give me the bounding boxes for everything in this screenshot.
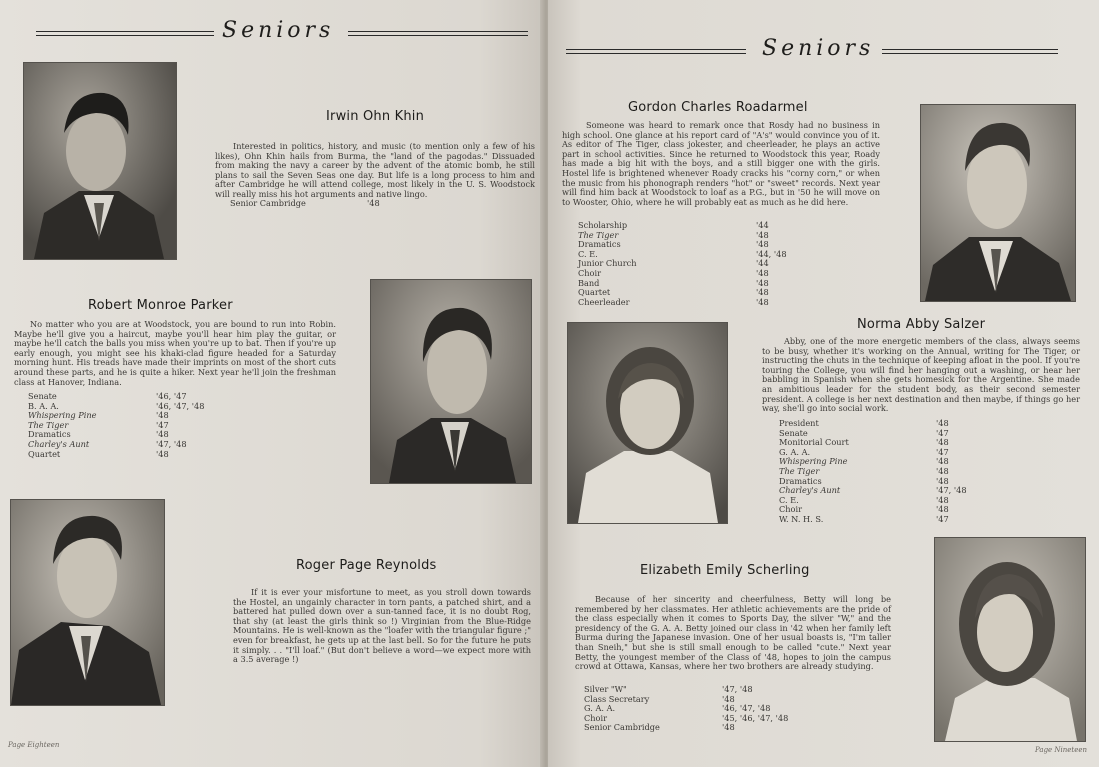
activity-label: Class Secretary	[584, 693, 650, 704]
page-header	[30, 18, 530, 52]
activity-label: Quartet	[28, 448, 61, 459]
page-title: Seniors	[762, 36, 875, 61]
activity-label: Choir	[578, 267, 601, 278]
activity-years: '48	[756, 229, 769, 240]
activity-years: '46, '47	[156, 391, 187, 401]
activity-years: '46, '47, '48	[156, 400, 205, 411]
activity-label: Dramatics	[28, 429, 71, 440]
activities-list	[779, 419, 967, 525]
senior-bio: No matter who you are at Woodstock, you are bound to run into Robin. Maybe he'll give you a haircut, maybe you'll hear him play the guitar, or maybe he'll catch the balls you miss when you're up to bat. Then if you're up early enough, you might see his khaki-clad figure headed for a Saturday morning hunt. His treads have made their imprints on most of the short cuts around these parts, and he is quite a hiker. Next year he'll join the freshman class at Hanover, Indiana.	[14, 319, 336, 387]
activity-years: '47	[936, 446, 949, 457]
activity-label: Senior Cambridge	[584, 722, 660, 733]
activity-label: Senior Cambridge	[230, 198, 306, 208]
activities-list	[28, 392, 204, 459]
senior-name: Elizabeth Emily Scherling	[640, 563, 810, 578]
activity-years: '48	[756, 267, 769, 278]
activity-label: Charley's Aunt	[28, 438, 90, 449]
activity-years: '45, '46, '47, '48	[722, 712, 789, 723]
senior-name: Gordon Charles Roadarmel	[628, 100, 808, 115]
page-title: Seniors	[222, 18, 335, 43]
activity-label: Senate	[779, 427, 808, 438]
activity-years: '48	[936, 465, 949, 476]
activity-years: '46, '47, '48	[722, 703, 771, 714]
senior-name: Irwin Ohn Khin	[326, 109, 425, 124]
activity-years: '48	[367, 198, 380, 208]
senior-name: Robert Monroe Parker	[88, 298, 233, 313]
page-header	[566, 36, 1066, 70]
activity-label: Monitorial Court	[779, 437, 849, 448]
activity-years: '44	[756, 258, 769, 269]
activity-label: C. E.	[578, 248, 598, 259]
activity-years: '48	[936, 456, 949, 467]
activity-label: Senate	[28, 391, 57, 401]
activity-label: Dramatics	[578, 239, 621, 250]
activity-label: Band	[578, 277, 600, 288]
activity-row	[584, 723, 788, 733]
activity-label: The Tiger	[779, 465, 820, 476]
activity-years: '47, '48	[722, 684, 753, 694]
left-page	[0, 0, 544, 767]
activity-years: '48	[156, 448, 169, 459]
activity-label: G. A. A.	[779, 446, 811, 457]
activity-years: '47, '48	[936, 485, 967, 496]
activity-label: President	[779, 418, 819, 428]
activity-label: Dramatics	[779, 475, 822, 486]
activity-label: The Tiger	[578, 229, 619, 240]
activity-label: Choir	[584, 712, 607, 723]
activity-years: '48	[936, 504, 949, 515]
activity-years: '48	[756, 277, 769, 288]
senior-photo-norma	[567, 322, 728, 524]
activity-years: '48	[722, 722, 735, 733]
page-number: Page Eighteen	[8, 741, 60, 749]
activity-row	[779, 515, 967, 525]
activity-label: Whispering Pine	[28, 410, 97, 421]
activity-years: '48	[936, 494, 949, 505]
senior-bio: Someone was heard to remark once that Rosdy had no business in high school. One glance at his report card of "A's" would convince you of it. As editor of The Tiger, class jokester, and cheerleader, he plays an active part in school activities. Since he returned to Woodstock this year, Roady has made a big hit with the boys, and a still bigger one with the girls. Hostel life is brightened whenever Roady cracks his "corny corn," or when the music from his phonograph renders "hot" or "sweet" records. Next year will find him back at Woodstock to loaf as a P.G., but in '50 he will move on to Wooster, Ohio, where he will probably eat as much as he did here.	[562, 120, 880, 207]
activity-row	[28, 450, 204, 460]
activity-years: '47	[156, 419, 169, 430]
activity-years: '44	[756, 220, 769, 230]
activity-label: Cheerleader	[578, 296, 630, 307]
activity-years: '48	[936, 437, 949, 448]
activity-years: '48	[936, 475, 949, 486]
senior-bio: Because of her sincerity and cheerfulness, Betty will long be remembered by her classmates. Her athletic achievements are the pride of the class especially when it comes to Sports Day, the silver "W," and the presidency of the G. A. A. Betty joined our class in '42 when her family left Burma during the Japanese invasion. One of her usual boasts is, "I'm taller than Sneih," but she is still small enough to be called "cute." Next year Betty, the youngest member of the Class of '48, hopes to join the campus crowd at Ottawa, Kansas, where her two brothers are already studying.	[575, 594, 891, 672]
activity-label: Silver "W"	[584, 684, 627, 694]
activities-list	[584, 685, 788, 733]
senior-name: Roger Page Reynolds	[296, 558, 437, 573]
senior-bio: Abby, one of the more energetic members of the class, always seems to be busy, whether it's working on the Annual, writing for The Tiger, or instructing the chuts in the technique of keeping afloat in the pool. If you're touring the College, you will find her hanging out a washing, or hear her babbling in Spanish when she gets homesick for the Argentine. She made an ambitious leader for the student body, as their second semester president. A college is her next destination and then maybe, if things go her way, she'll go into social work.	[762, 336, 1080, 414]
activity-label: Whispering Pine	[779, 456, 848, 467]
activity-years: '47, '48	[156, 438, 187, 449]
activity-row	[230, 199, 380, 209]
senior-name: Norma Abby Salzer	[857, 317, 986, 332]
activity-years: '48	[722, 693, 735, 704]
senior-bio: Interested in politics, history, and music (to mention only a few of his likes), Ohn Khin hails from Burma, the "land of the pagodas." Dissuaded from making the navy a career by the advent of the atomic bomb, he still plans to sail the Seven Seas one day. But life is a long process to him and after Cambridge he will attend college, most likely in the U. S. Woodstock will really miss his hot arguments and native lingo.	[215, 141, 535, 199]
senior-photo-irwin	[23, 62, 177, 260]
senior-bio: If it is ever your misfortune to meet, as you stroll down towards the Hostel, an ungainly character in torn pants, a patched shirt, and a battered hat pulled down over a sun-tanned face, it is no doubt Rog, that shy (at least the girls think so !) Virginian from the Blue-Ridge Mountains. He is well-known as the "loafer with the triangular figure ;" even for breakfast, he gets up at the last bell. So for the future he puts it simply. . . "I'll loaf." (But don't believe a word—we expect more with a 3.5 average !)	[233, 587, 531, 665]
activity-label: B. A. A.	[28, 400, 59, 411]
activity-years: '48	[756, 239, 769, 250]
right-page	[548, 0, 1099, 767]
activity-label: Charley's Aunt	[779, 485, 841, 496]
activity-row	[578, 298, 787, 308]
activity-label: C. E.	[779, 494, 799, 505]
activity-years: '48	[936, 418, 949, 428]
header-rule-left	[36, 31, 214, 36]
senior-photo-robert	[370, 279, 532, 484]
activity-label: G. A. A.	[584, 703, 616, 714]
activities-list	[578, 221, 787, 307]
activity-years: '47	[936, 427, 949, 438]
activity-label: Scholarship	[578, 220, 628, 230]
activity-years: '47	[936, 513, 949, 524]
header-rule-right	[882, 49, 1058, 54]
activity-years: '48	[756, 296, 769, 307]
activity-years: '48	[156, 429, 169, 440]
senior-photo-elizabeth	[934, 537, 1086, 742]
activity-label: Quartet	[578, 287, 611, 298]
header-rule-left	[566, 49, 746, 54]
activity-label: Junior Church	[578, 258, 637, 269]
activities-list	[230, 199, 380, 209]
activity-label: Choir	[779, 504, 802, 515]
activity-years: '44, '48	[756, 248, 787, 259]
page-number: Page Nineteen	[1035, 746, 1088, 754]
senior-photo-roger	[10, 499, 165, 706]
activity-label: The Tiger	[28, 419, 69, 430]
senior-photo-gordon	[920, 104, 1076, 302]
activity-years: '48	[156, 410, 169, 421]
activity-label: W. N. H. S.	[779, 513, 824, 524]
header-rule-right	[348, 31, 528, 36]
activity-years: '48	[756, 287, 769, 298]
